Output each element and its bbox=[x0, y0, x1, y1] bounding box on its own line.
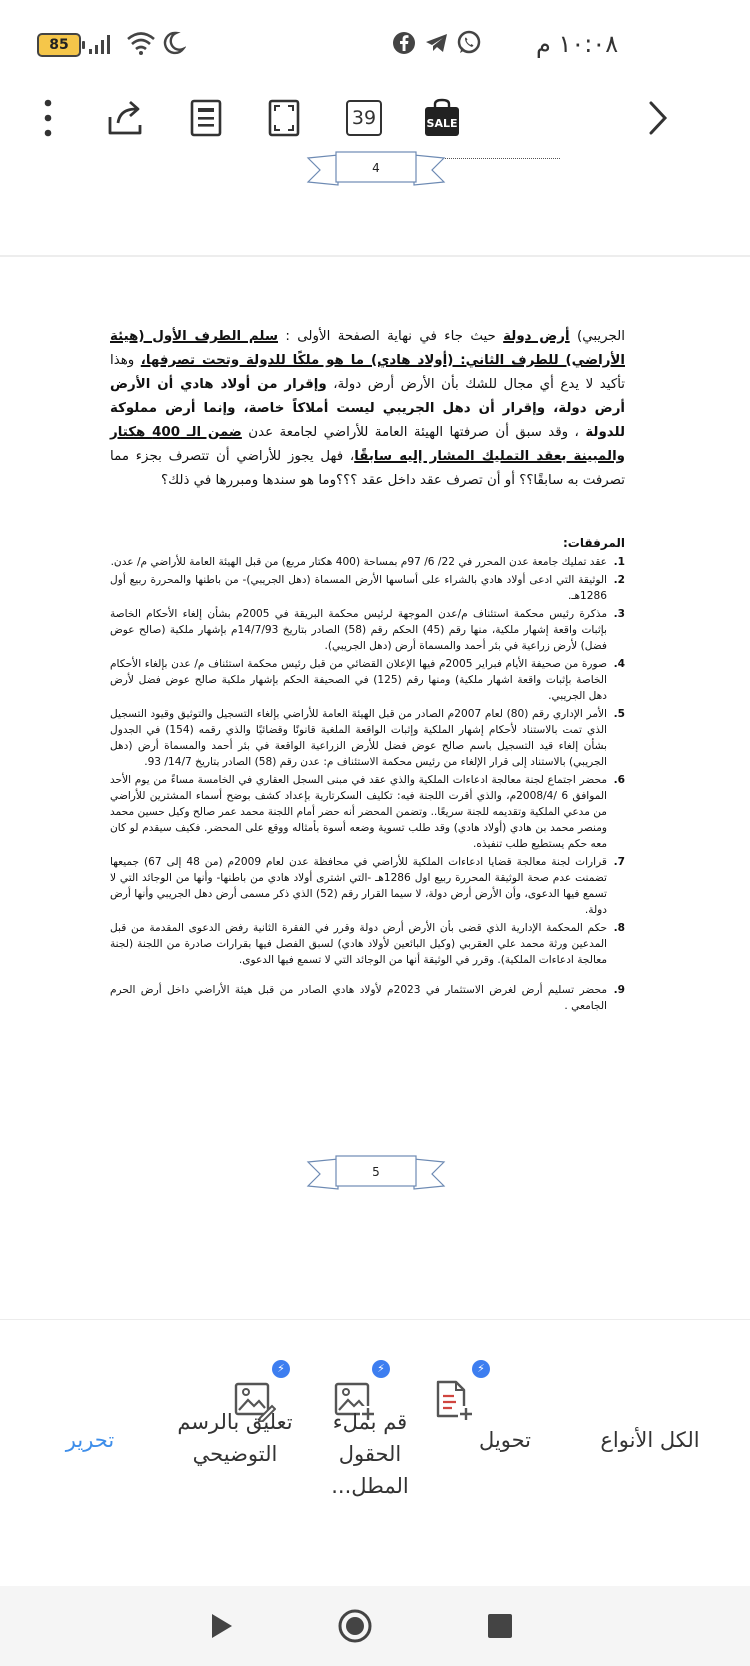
nav-back-button[interactable] bbox=[200, 1606, 240, 1646]
more-options-button[interactable] bbox=[20, 90, 76, 146]
attachment-number: 4. bbox=[613, 658, 625, 670]
attachment-number: 1. bbox=[613, 556, 625, 568]
fullscreen-icon bbox=[268, 99, 300, 137]
tab-convert[interactable]: تحويل bbox=[479, 1428, 531, 1452]
square-icon bbox=[480, 1606, 520, 1646]
document-viewer[interactable] bbox=[0, 160, 750, 1320]
play-triangle-icon bbox=[200, 1606, 240, 1646]
attachment-text: عقد تمليك جامعة عدن المحرر في 22/ 6/ 97م بمساحة (400 هكتار مربع) من قبل الهيئة العامة للأراضي م/ عدن. bbox=[110, 556, 607, 568]
attachment-item bbox=[110, 772, 625, 852]
page-number-banner bbox=[306, 150, 446, 190]
document-view-icon bbox=[190, 99, 222, 137]
reading-mode-button[interactable] bbox=[178, 90, 234, 146]
nav-home-button[interactable] bbox=[335, 1606, 375, 1646]
attachment-number: 7. bbox=[613, 856, 625, 868]
attachment-item bbox=[110, 572, 625, 604]
attachment-number: 2. bbox=[613, 574, 625, 586]
ai-spark-icon: ⚡ bbox=[272, 1360, 290, 1378]
home-circle-icon bbox=[335, 1606, 375, 1646]
chevron-right-icon bbox=[648, 100, 668, 136]
attachment-number: 9. bbox=[613, 984, 625, 996]
attachment-number: 5. bbox=[613, 708, 625, 720]
tab-annotate[interactable]: تعليق بالرسم التوضيحي bbox=[177, 1410, 293, 1466]
ai-spark-icon: ⚡ bbox=[372, 1360, 390, 1378]
attachment-text: مذكرة رئيس محكمة استئناف م/عدن الموجهة لرئيس محكمة البريقة في 2005م بشأن إلغاء الأحكام الخاصة بإثبات واقعة إشهار ملكية، منها رقم (45) الحكم رقم (58) الصادر بتاريخ 14/7/93م بإشهار ملكية (صالح عوض فضل) لأرض زراعية في بئر أحمد والمسماة أرض (دهل الجريبي). bbox=[110, 608, 607, 652]
whatsapp-icon bbox=[456, 30, 482, 56]
status-time: ١٠:٠٨ م bbox=[536, 30, 619, 58]
next-button[interactable] bbox=[630, 90, 686, 146]
attachment-item bbox=[110, 920, 625, 968]
attachment-item bbox=[110, 706, 625, 770]
page-4 bbox=[0, 160, 750, 255]
battery-level: 85 bbox=[49, 37, 69, 53]
attachment-text: الوثيقة التي ادعى أولاد هادي بالشراء على أساسها الأرض المسماة (دهل الجريبي)- من باطنها والمحررة ربيع أول 1286هـ. bbox=[110, 574, 607, 602]
status-bar bbox=[0, 0, 750, 90]
ai-spark-icon: ⚡ bbox=[472, 1360, 490, 1378]
battery-indicator bbox=[37, 33, 81, 57]
facebook-icon bbox=[392, 31, 416, 55]
nav-recents-button[interactable] bbox=[480, 1606, 520, 1646]
sale-button[interactable] bbox=[414, 90, 470, 146]
page-number: 4 bbox=[372, 161, 380, 175]
page-number: 5 bbox=[372, 1165, 380, 1179]
attachment-text: قرارات لجنة معالجة قضايا ادعاءات الملكية للأراضي في محافظة عدن لعام 2009م (من 48 إلى 67) جميعها تضمنت عدم صحة الوثيقة المحررة ربيع اول 1286هـ -التي اشترى أولاد هادي من باطنها- وأنها من الوجائد التي لا تسمع فيها الدعوى، وأن الأرض أرض دولة، لا سيما القرار رقم (52) الذي ذكر مسمى أرض دهل الجريبي وأنها أرض دولة. bbox=[110, 856, 607, 916]
tools-panel bbox=[0, 1320, 750, 1586]
do-not-disturb-icon bbox=[162, 30, 186, 56]
tab-edit[interactable]: تحرير bbox=[65, 1428, 115, 1452]
wifi-icon bbox=[126, 30, 156, 56]
attachment-number: 6. bbox=[613, 774, 625, 786]
attachment-text: صورة من صحيفة الأيام فبراير 2005م فيها الإعلان القضائي من قبل رئيس محكمة استئناف م/ عدن بإلغاء الأحكام الخاصة بإثبات واقعة اشهار ملكية) ومنها رقم (125) في الصحيفة الحكم بإشهار ملكية صالح عوض فضل لأرض دهل الجريبي. bbox=[110, 658, 608, 702]
more-vertical-icon bbox=[43, 98, 53, 138]
attachment-item bbox=[110, 656, 625, 704]
attachment-text: حكم المحكمة الإدارية الذي قضى بأن الأرض أرض دولة وقرر في الفقرة الثانية رفض الدعوى المقدمة من قبل المدعين ورثة محمد علي العقربي (وكيل البائعين لأولاد هادي) لسبق الفصل فيها بقرارات صادرة من اللجنة (لجنة معالجة ادعاءات الملكية). وقرر في الوثيقة أنها من الوجائد التي لا تسمع فيها الدعوى. bbox=[110, 922, 607, 966]
page-count-button[interactable] bbox=[336, 90, 392, 146]
attachment-item bbox=[110, 854, 625, 918]
signal-icon bbox=[88, 33, 114, 55]
attachment-item bbox=[110, 606, 625, 654]
attachment-item bbox=[110, 554, 625, 570]
sale-bag-icon bbox=[422, 98, 462, 138]
tab-fill-fields[interactable]: قم بملء الحقول المطل... bbox=[331, 1410, 409, 1498]
page-number-banner bbox=[306, 1154, 446, 1194]
share-icon bbox=[106, 99, 146, 137]
attachment-text: محضر اجتماع لجنة معالجة ادعاءات الملكية والذي عقد في مبنى السجل العقاري في الخامسة مساءً من يوم الأحد الموافق 6 /2008/4م، والذي أقرت اللجنة فيه: تكليف السكرتارية بإعداد كشف بوضح أسماء المشترين للأراضي من مدعي الملكية وتقديمه للجنة سريعًا.. وتضمن المحضر أنه حضر أمام اللجنة محمد عمر صالح وكيل حسين محمد ومنصر محمد بن هادي (أولاد هادي) وقد طلب تسوية وضعه أسوة بأمثاله ووقع على المحضر. فكيف سيقدم لو كان معه حكم يستطيع طلب تنفيذه. bbox=[109, 774, 607, 850]
sale-label: SALE bbox=[426, 117, 458, 130]
attachment-text: الأمر الإداري رقم (80) لعام 2007م الصادر من قبل الهيئة العامة للأراضي بإلغاء التسجيل والتوثيق وقيود التسجيل الذي تمت بالاستناد لأحكام إشهار الملكية وإثبات الواقعة الملغية قانونًا وقضائيًا والذي رقمه (154) في الجدول بشأن إلغاء قيد التسجيل باسم صالح عوض فضل للأرض الزراعية الواقعة في بئر أحمد والمسماة أرض (دهل الجريبي) بالاستناد إلى قرار الإلغاء من رئيس محكمة الاستئناف م: عدن رقم (58) الصادر بتاريخ 14/7/ 93. bbox=[110, 708, 608, 768]
page-count: 39 bbox=[346, 100, 382, 136]
attachments-title: المرفقات: bbox=[563, 536, 625, 550]
tab-all-types[interactable]: الكل الأنواع bbox=[600, 1428, 700, 1452]
document-paragraph: الجريبي) أرض دولة حيث جاء في نهاية الصفحة الأولى : سلم الطرف الأول (هيئة الأراضي) للطرف الثاني: (أولاد هادي) ما هو ملكًا للدولة وتحت تصرفها، وهذا تأكيد لا يدع أي مجال للشك بأن الأرض أرض دولة، وإقرار من أولاد هادي أن الأرض أرض دولة، وإقرار أن دهل الجريبي ليست أملاكاً خاصة، وإنما أرض مملوكة للدولة ، وقد سبق أن صرفتها الهيئة العامة للأراضي لجامعة عدن ضمن الـ 400 هكتار والمبينة بعقد التمليك المشار إليه سابقًا، فهل يجوز للأراضي أن تتصرف بجزء مما تصرفت به سابقًا؟؟ أو أن تصرف عقد داخل عقد ؟؟؟وما هو سندها ومبررها في ذلك؟ bbox=[110, 329, 626, 488]
attachment-item bbox=[110, 982, 625, 1014]
attachment-number: 3. bbox=[613, 608, 625, 620]
attachment-text: محضر تسليم أرض لغرض الاستثمار في 2023م لأولاد هادي الصادر من قبل هيئة الأراضي داخل أرض الحرم الجامعي . bbox=[110, 984, 607, 1012]
fullscreen-button[interactable] bbox=[256, 90, 312, 146]
share-button[interactable] bbox=[98, 90, 154, 146]
system-nav-bar bbox=[0, 1586, 750, 1666]
page-5 bbox=[0, 257, 750, 1319]
telegram-icon bbox=[424, 31, 450, 55]
attachment-number: 8. bbox=[613, 922, 625, 934]
attachments-list bbox=[110, 554, 625, 1016]
